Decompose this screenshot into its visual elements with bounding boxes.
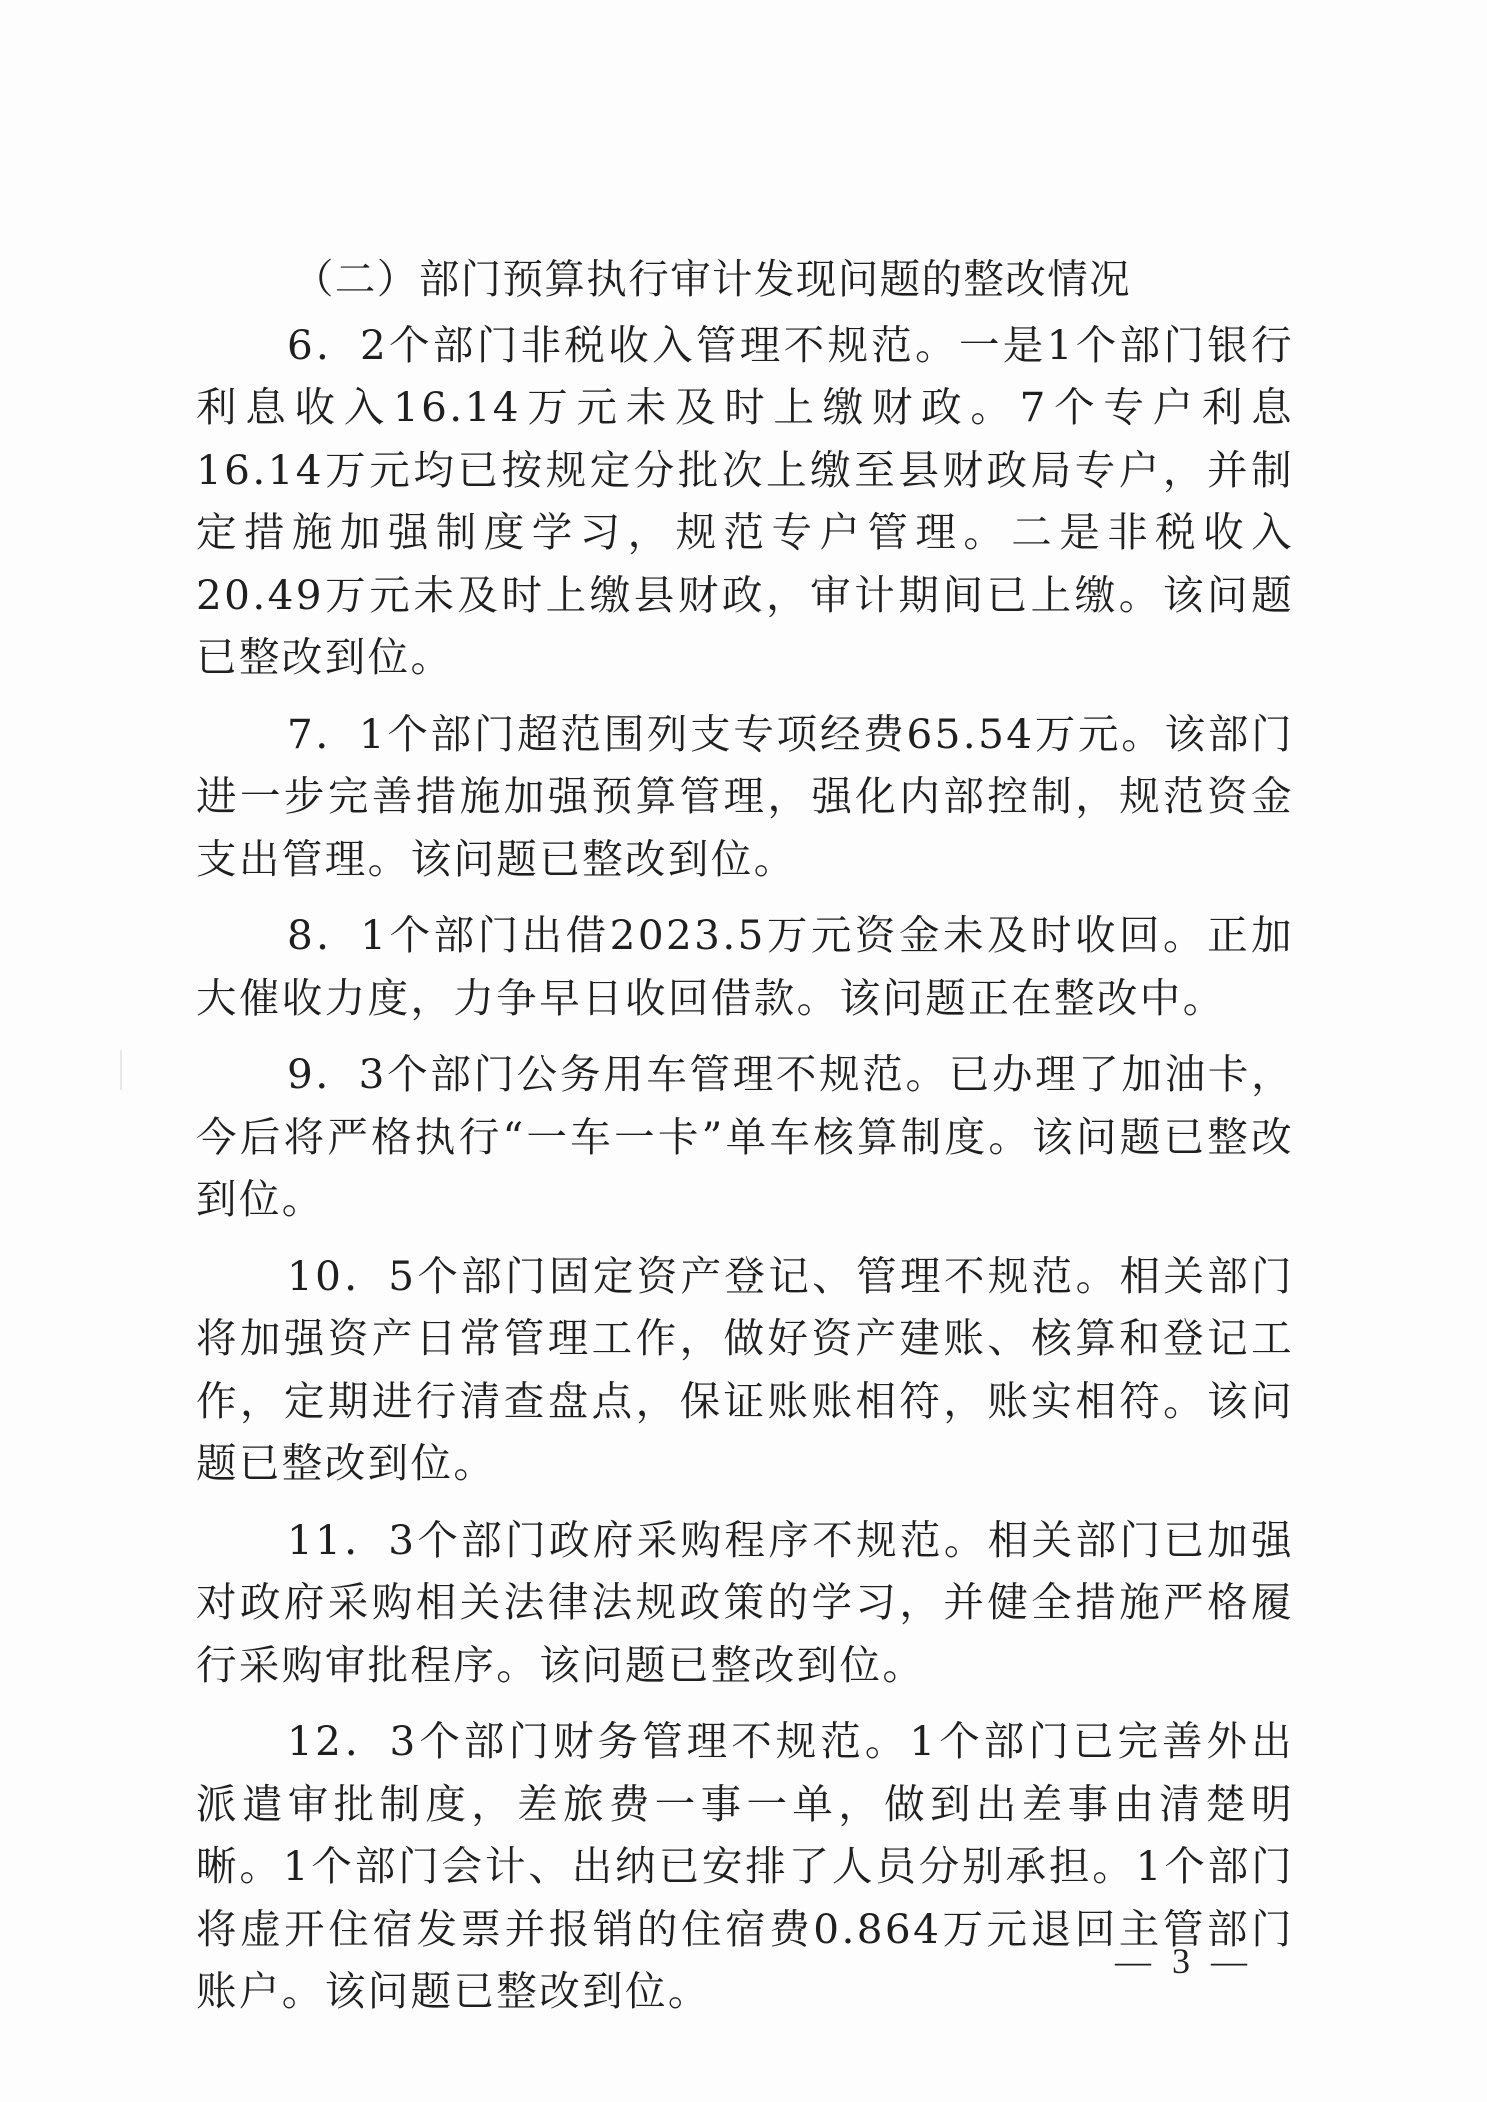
scan-margin-mark xyxy=(120,1050,122,1090)
paragraph-item-6: 6．2个部门非税收入管理不规范。一是1个部门银行利息收入16.14万元未及时上缴财政。7个专户利息16.14万元均已按规定分批次上缴至县财政局专户，并制定措施加强制度学习，规范专户管理。二是非税收入20.49万元未及时上缴县财政，审计期间已上缴。该问题已整改到位。 xyxy=(196,320,1294,681)
paragraph-item-11: 11．3个部门政府采购程序不规范。相关部门已加强对政府采购相关法律法规政策的学习，并健全措施严格履行采购审批程序。该问题已整改到位。 xyxy=(196,1515,1294,1689)
section-heading: （二）部门预算执行审计发现问题的整改情况 xyxy=(293,255,1131,303)
paragraph-item-8: 8．1个部门出借2023.5万元资金未及时收回。正加大催收力度，力争早日收回借款。该问题正在整改中。 xyxy=(196,911,1294,1022)
document-body xyxy=(196,248,1294,2037)
paragraph-item-12: 12．3个部门财务管理不规范。1个部门已完善外出派遣审批制度，差旅费一事一单，做到出差事由清楚明晰。1个部门会计、出纳已安排了人员分别承担。1个部门将虚开住宿发票并报销的住宿费0.864万元退回主管部门账户。该问题已整改到位。 xyxy=(196,1717,1294,2015)
page-number: — 3 — xyxy=(1115,1941,1253,1981)
paragraph-item-9: 9．3个部门公务用车管理不规范。已办理了加油卡，今后将严格执行“一车一卡”单车核算制度。该问题已整改到位。 xyxy=(196,1050,1294,1223)
paragraph-item-10: 10．5个部门固定资产登记、管理不规范。相关部门将加强资产日常管理工作，做好资产建账、核算和登记工作，定期进行清查盘点，保证账账相符，账实相符。该问题已整改到位。 xyxy=(196,1251,1294,1487)
paragraph-item-7: 7．1个部门超范围列支专项经费65.54万元。该部门进一步完善措施加强预算管理，强化内部控制，规范资金支出管理。该问题已整改到位。 xyxy=(196,709,1294,883)
